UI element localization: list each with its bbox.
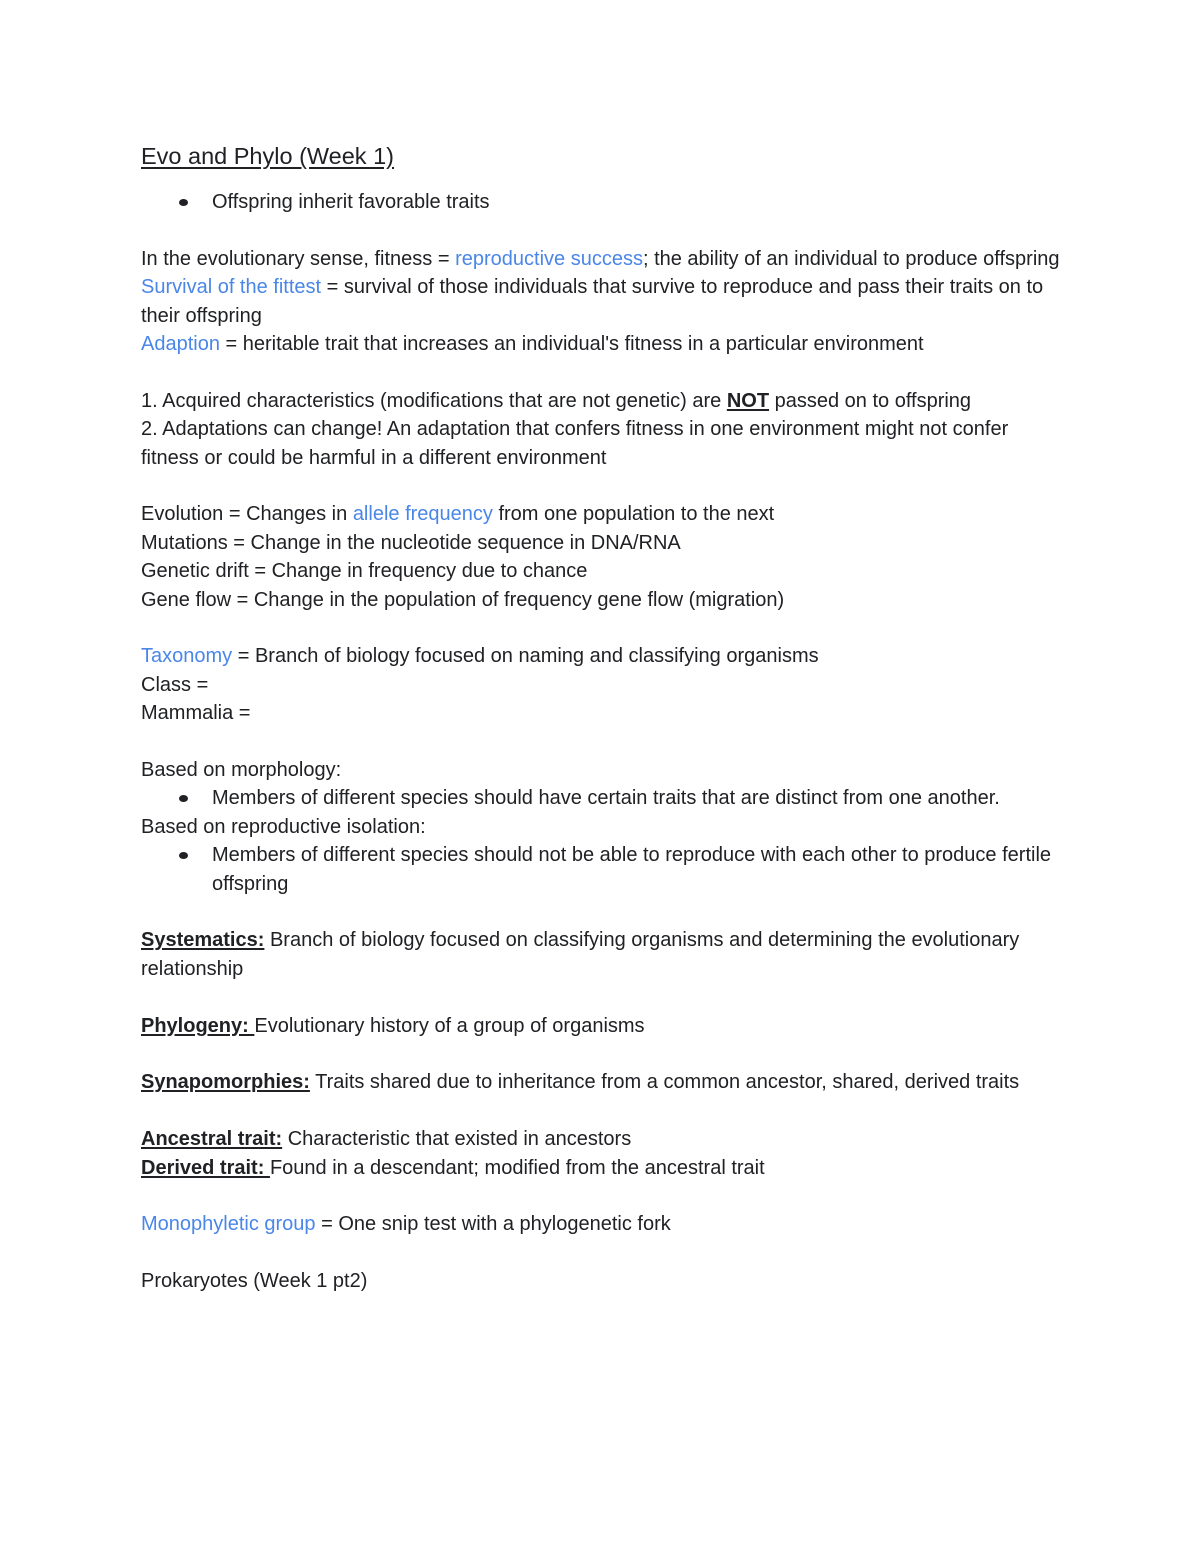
bullet-icon bbox=[179, 795, 188, 802]
list-item bbox=[141, 188, 1066, 216]
evolution-pre: Evolution = Changes in bbox=[141, 503, 353, 526]
point-1-emphasis: NOT bbox=[726, 389, 770, 412]
fitness-pre: In the evolutionary sense, fitness = bbox=[141, 247, 456, 270]
taxonomy-term: Taxonomy bbox=[141, 645, 233, 668]
reproductive-bullet-list bbox=[141, 841, 1066, 898]
gene-flow-definition: Gene flow = Change in the population of frequency gene flow (migration) bbox=[141, 588, 785, 611]
morphology-bullet-list bbox=[141, 784, 1066, 812]
fitness-definition bbox=[141, 245, 1066, 273]
genetic-drift-definition: Genetic drift = Change in frequency due to chance bbox=[141, 560, 588, 583]
derived-trait-definition bbox=[141, 1154, 1066, 1182]
list-item bbox=[141, 784, 1066, 812]
survival-post: = survival of those individuals that survive to reproduce and pass their traits on to their offspring bbox=[141, 276, 1044, 327]
morphology-heading: Based on morphology: bbox=[141, 759, 342, 782]
systematics-post: Branch of biology focused on classifying organisms and determining the evolutionary relationship bbox=[141, 929, 1020, 980]
bullet-text: Members of different species should not be able to reproduce with each other to produce fertile offspring bbox=[212, 844, 1052, 895]
fitness-term: reproductive success bbox=[455, 247, 643, 270]
point-1-post: passed on to offspring bbox=[769, 389, 972, 412]
systematics-definition bbox=[141, 926, 1066, 983]
bullet-icon bbox=[179, 199, 188, 206]
point-1-pre: 1. Acquired characteristics (modifications that are not genetic) are bbox=[141, 389, 727, 412]
monophyletic-post: = One snip test with a phylogenetic fork bbox=[315, 1213, 671, 1236]
bullet-icon bbox=[179, 852, 188, 859]
phylogeny-post: Evolutionary history of a group of organisms bbox=[254, 1014, 645, 1037]
class-line: Class = bbox=[141, 673, 209, 696]
point-2: 2. Adaptations can change! An adaptation that confers fitness in one environment might not confer fitness or could be harmful in a different environment bbox=[141, 418, 1009, 469]
bullet-text: Members of different species should have certain traits that are distinct from one another. bbox=[212, 787, 1000, 810]
ancestral-trait-post: Characteristic that existed in ancestors bbox=[282, 1128, 632, 1151]
phylogeny-definition bbox=[141, 1012, 1066, 1040]
phylogeny-term: Phylogeny: bbox=[141, 1014, 255, 1037]
synapomorphies-term: Synapomorphies: bbox=[141, 1071, 310, 1094]
ancestral-trait-definition bbox=[141, 1125, 1066, 1153]
survival-definition bbox=[141, 273, 1066, 330]
adaption-post: = heritable trait that increases an individual's fitness in a particular environment bbox=[219, 333, 924, 356]
prokaryotes-heading: Prokaryotes (Week 1 pt2) bbox=[141, 1270, 368, 1293]
evolution-term: allele frequency bbox=[352, 503, 493, 526]
evolution-definition bbox=[141, 500, 1066, 528]
mutations-definition: Mutations = Change in the nucleotide sequence in DNA/RNA bbox=[141, 531, 681, 554]
synapomorphies-post: Traits shared due to inheritance from a common ancestor, shared, derived traits bbox=[309, 1071, 1020, 1094]
bullet-text: Offspring inherit favorable traits bbox=[212, 191, 490, 213]
intro-bullet-list bbox=[141, 188, 1066, 216]
ancestral-trait-term: Ancestral trait: bbox=[141, 1128, 283, 1151]
document-page bbox=[141, 138, 1066, 1296]
point-1 bbox=[141, 387, 1066, 415]
monophyletic-term: Monophyletic group bbox=[141, 1213, 316, 1236]
derived-trait-term: Derived trait: bbox=[141, 1156, 270, 1179]
taxonomy-post: = Branch of biology focused on naming and classifying organisms bbox=[232, 645, 819, 668]
derived-trait-post: Found in a descendant; modified from the ancestral trait bbox=[269, 1156, 765, 1179]
taxonomy-definition bbox=[141, 642, 1066, 670]
survival-term: Survival of the fittest bbox=[141, 276, 322, 299]
fitness-post: ; the ability of an individual to produce offspring bbox=[642, 247, 1060, 270]
adaption-term: Adaption bbox=[141, 333, 220, 356]
document-title: Evo and Phylo (Week 1) bbox=[141, 143, 394, 169]
systematics-term: Systematics: bbox=[141, 929, 265, 952]
adaption-definition bbox=[141, 330, 1066, 358]
synapomorphies-definition bbox=[141, 1068, 1066, 1096]
monophyletic-definition bbox=[141, 1210, 1066, 1238]
mammalia-line: Mammalia = bbox=[141, 702, 251, 725]
evolution-post: from one population to the next bbox=[492, 503, 775, 526]
list-item bbox=[141, 841, 1066, 898]
reproductive-heading: Based on reproductive isolation: bbox=[141, 815, 426, 838]
